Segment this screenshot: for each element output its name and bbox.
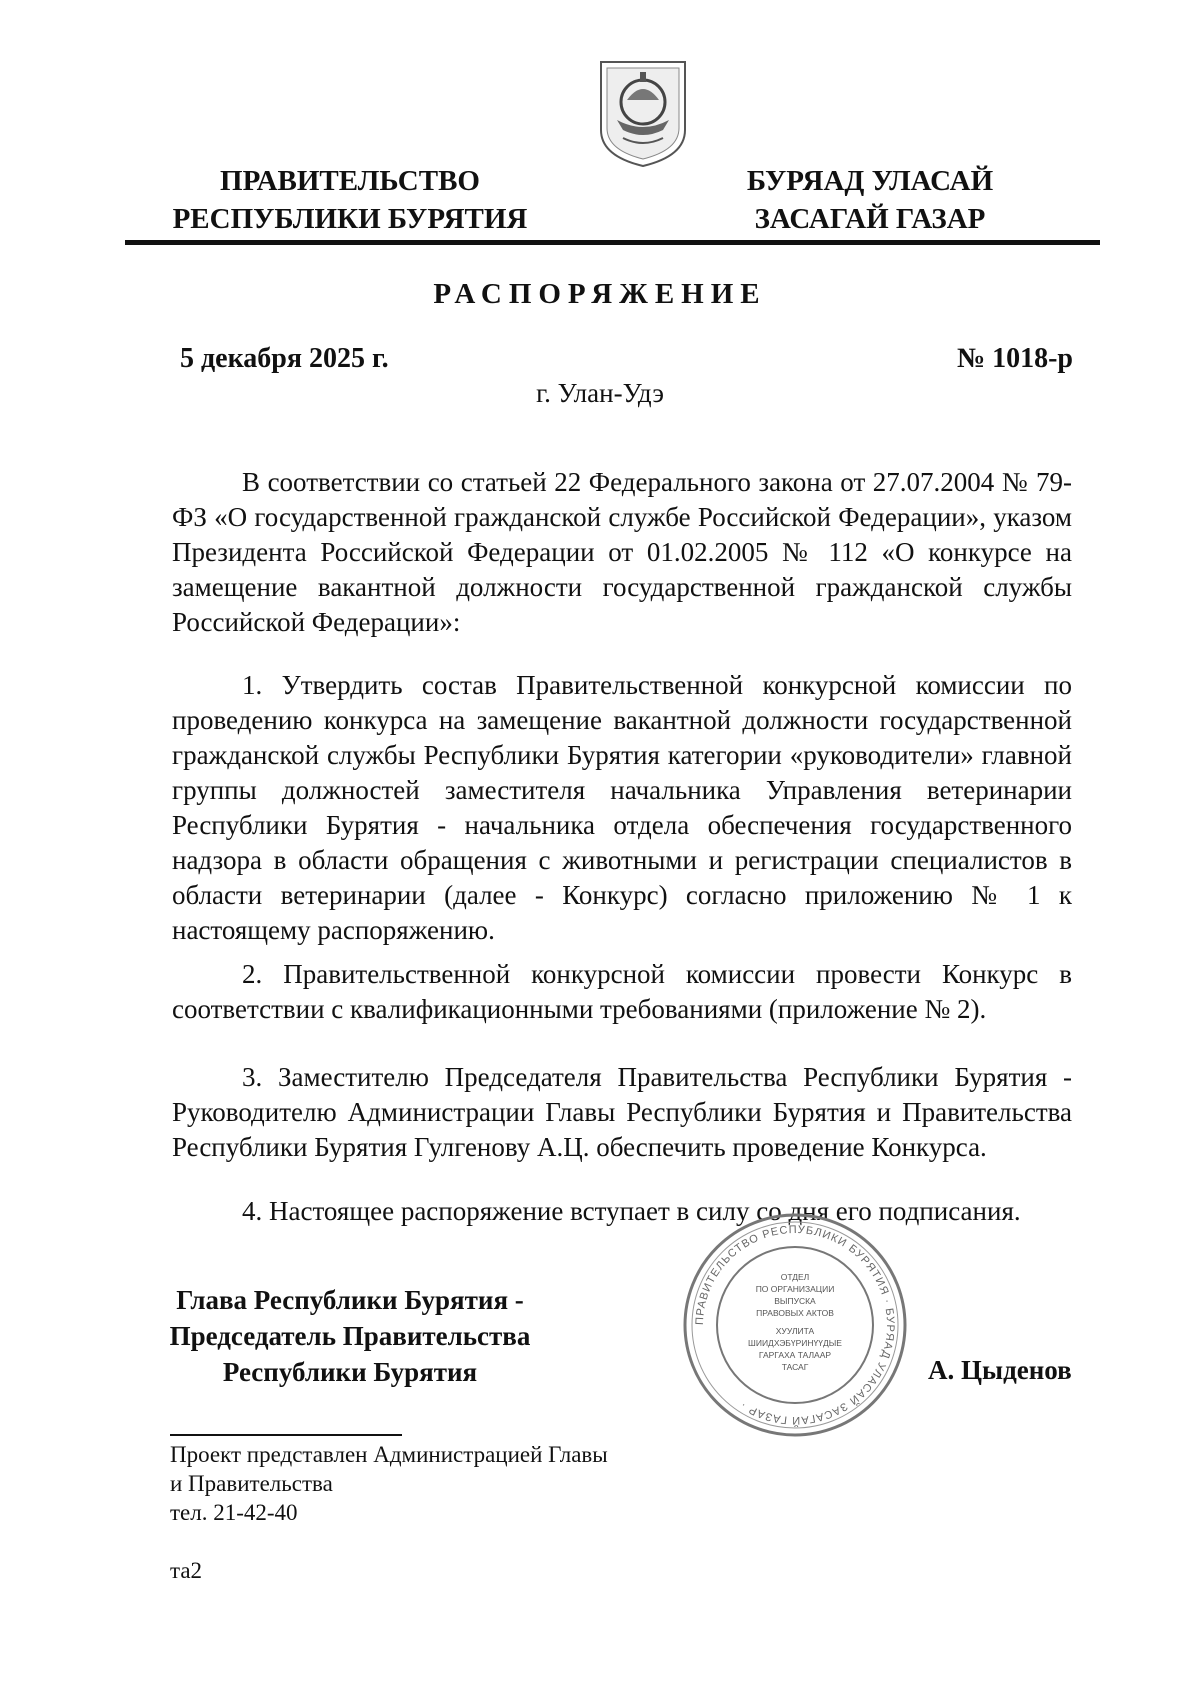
document-title: РАСПОРЯЖЕНИЕ [433,278,767,310]
header-divider [125,240,1100,245]
document-date: 5 декабря 2025 г. [180,343,389,374]
document-city: г. Улан-Удэ [536,378,664,408]
intro-paragraph: В соответствии со статьей 22 Федерального закона от 27.07.2004 № 79-ФЗ «О государственной гражданской службе Российской Федерации», указом Президента Российской Федерации от 01.02.2005 № 112 «О конкурсе на замещение вакантной должности государственной гражданской службы Российской Федерации»: [172,467,1072,637]
government-name-russian [160,162,540,238]
government-name-buryat [705,162,1035,238]
item-1-paragraph: 1. Утвердить состав Правительственной конкурсной комиссии по проведению конкурса на замещение вакантной должности государственной гражданской службы Республики Бурятия категории «руководители» главной группы должностей заместителя начальника Управления ветеринарии Республики Бурятия - начальника отдела обеспечения государственного надзора в области обращения с животными и регистрации специалистов в области ветеринарии (далее - Конкурс) согласно приложению № 1 к настоящему распоряжению. [172,670,1072,945]
stamp-line: ТАСАГ [781,1362,809,1372]
document-number: № 1018-р [956,343,1073,374]
stamp-line: ХУУЛИТА [775,1326,815,1336]
government-name-line: ЗАСАГАЙ ГАЗАР [754,203,986,235]
stamp-line: ВЫПУСКА [774,1296,816,1306]
footnote-line: тел. 21-42-40 [170,1500,298,1525]
stamp-line: ПО ОРГАНИЗАЦИИ [755,1284,835,1294]
signatory-name: А. Цыденов [928,1355,1072,1385]
signatory-title-line: Республики Бурятия [222,1357,478,1387]
footnote-divider [170,1434,402,1436]
item-3-paragraph: 3. Заместителю Председателя Правительства Республики Бурятия - Руководителю Администрации Главы Республики Бурятия и Правительства Республики Бурятия Гулгенову А.Ц. обеспечить проведение Конкурса. [172,1062,1072,1162]
signatory-title-line: Председатель Правительства [169,1321,531,1351]
stamp-line: ПРАВОВЫХ АКТОВ [756,1308,834,1318]
document-code: та2 [170,1558,203,1583]
government-name-line: БУРЯАД УЛАСАЙ [746,165,994,197]
footnote [170,1440,608,1527]
stamp-ring-text: ПРАВИТЕЛЬСТВО РЕСПУБЛИКИ БУРЯТИЯ · БУРЯАД УЛАСАЙ ЗАСАГАЙ ГАЗАР · [693,1223,897,1427]
signatory-title [150,1282,550,1390]
stamp-line: ГАРГАХА ТАЛААР [758,1350,832,1360]
item-2-paragraph: 2. Правительственной конкурсной комиссии провести Конкурс в соответствии с квалификационными требованиями (приложение № 2). [172,959,1072,1024]
coat-of-arms-icon [593,58,693,170]
official-stamp [680,1210,910,1440]
stamp-line: ОТДЕЛ [780,1272,810,1282]
government-name-line: ПРАВИТЕЛЬСТВО [220,165,480,197]
stamp-line: ШИИДХЭБҮРИНҮҮДЫЕ [748,1338,842,1348]
footnote-line: Проект представлен Администрацией Главы [170,1442,608,1467]
footnote-line: и Правительства [170,1471,333,1496]
signatory-title-line: Глава Республики Бурятия - [176,1285,524,1315]
item-4-paragraph: 4. Настоящее распоряжение вступает в силу со дня его подписания. [242,1196,1021,1226]
government-name-line: РЕСПУБЛИКИ БУРЯТИЯ [172,203,528,235]
